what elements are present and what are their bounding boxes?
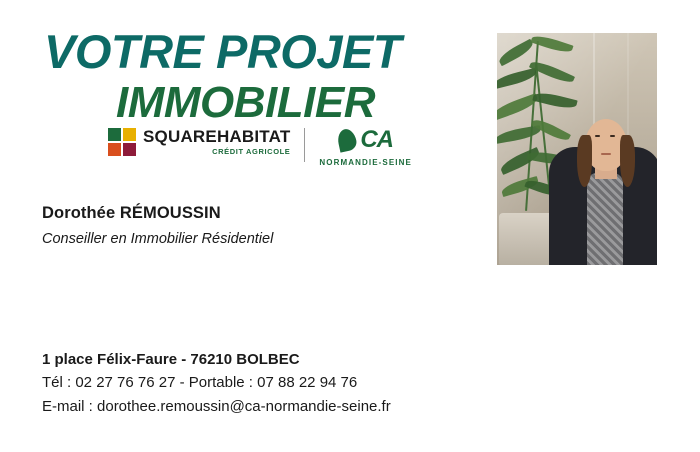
leaf-icon bbox=[336, 127, 358, 152]
mouth bbox=[601, 153, 611, 155]
contact-phones: Tél : 02 27 76 76 27 - Portable : 07 88 22 94 76 bbox=[42, 374, 358, 392]
person-figure bbox=[549, 65, 657, 265]
credit-agricole-logo bbox=[319, 128, 412, 167]
square-habitat-subtitle: CRÉDIT AGRICOLE bbox=[212, 147, 291, 157]
identity-block bbox=[42, 204, 273, 247]
hair-right bbox=[620, 135, 635, 187]
credit-agricole-mark bbox=[338, 128, 393, 152]
headline-line-2: IMMOBILIER bbox=[116, 78, 375, 127]
logo-divider bbox=[304, 128, 305, 162]
portrait-photo bbox=[497, 33, 657, 265]
eye-right bbox=[610, 135, 615, 137]
eye-left bbox=[595, 135, 600, 137]
person-role: Conseiller en Immobilier Résidentiel bbox=[42, 231, 274, 247]
square-habitat-name-part1: SQUARE bbox=[143, 127, 217, 147]
blouse bbox=[587, 173, 623, 265]
contact-email: E-mail : dorothee.remoussin@ca-normandie-seine.fr bbox=[42, 397, 391, 415]
credit-agricole-initials: CA bbox=[360, 126, 394, 153]
square-habitat-logo bbox=[108, 128, 290, 156]
contact-address: 1 place Félix-Faure - 76210 BOLBEC bbox=[42, 351, 300, 368]
hair-left bbox=[577, 135, 592, 187]
logo-row bbox=[108, 128, 412, 167]
square-habitat-name bbox=[143, 128, 290, 145]
headline-line-1: VOTRE PROJET bbox=[44, 25, 402, 78]
contact-block bbox=[42, 348, 391, 418]
square-habitat-wordmark bbox=[143, 128, 290, 156]
square-habitat-blocks-icon bbox=[108, 128, 136, 156]
person-name: Dorothée RÉMOUSSIN bbox=[42, 204, 221, 222]
headline-block bbox=[44, 25, 464, 127]
square-habitat-name-part2: HABITAT bbox=[216, 127, 291, 147]
credit-agricole-region: NORMANDIE-SEINE bbox=[319, 158, 412, 167]
